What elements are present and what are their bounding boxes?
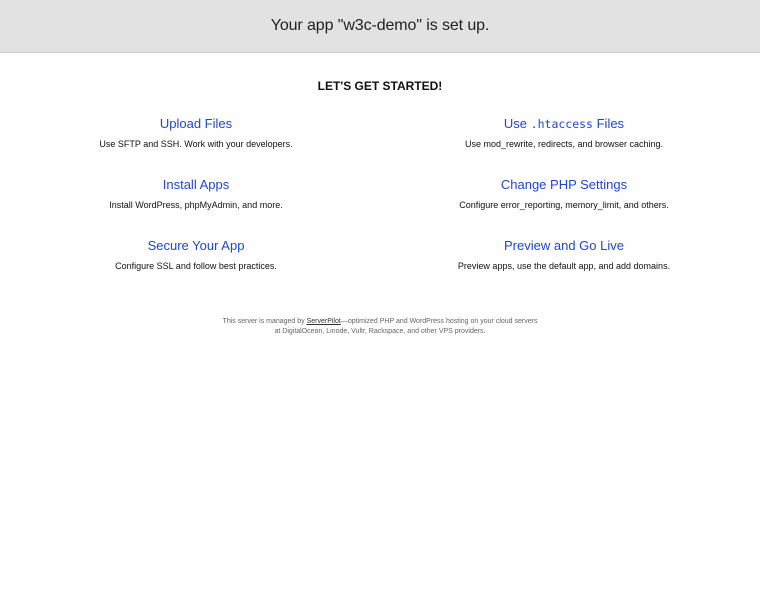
card-php-settings <box>394 176 734 211</box>
footer-prefix: This server is managed by <box>222 318 305 325</box>
footer-suffix: —optimized PHP and WordPress hosting on your cloud servers at DigitalOcean, Linode, Vultr, Rackspace, and other VPS providers. <box>274 318 538 335</box>
htaccess-link-code: .htaccess <box>530 117 593 131</box>
php-settings-link[interactable]: Change PHP Settings <box>500 177 628 192</box>
upload-files-link[interactable]: Upload Files <box>159 116 233 131</box>
card-secure-app <box>26 237 366 272</box>
serverpilot-link[interactable]: ServerPilot <box>306 318 341 325</box>
htaccess-description: Use mod_rewrite, redirects, and browser caching. <box>464 139 664 149</box>
install-apps-description: Install WordPress, phpMyAdmin, and more. <box>109 200 283 210</box>
getting-started-grid <box>0 112 760 302</box>
upload-files-description: Use SFTP and SSH. Work with your developers. <box>99 139 293 149</box>
php-settings-description: Configure error_reporting, memory_limit, and others. <box>459 200 669 210</box>
preview-live-description: Preview apps, use the default app, and add domains. <box>457 261 671 271</box>
page-title: Your app "w3c-demo" is set up. <box>270 17 490 34</box>
preview-live-link[interactable]: Preview and Go Live <box>504 238 624 253</box>
secure-app-description: Configure SSL and follow best practices. <box>115 261 277 271</box>
htaccess-link-suffix: Files <box>596 116 625 131</box>
header-bar <box>0 0 760 53</box>
card-upload-files <box>26 115 366 150</box>
htaccess-link[interactable] <box>504 115 624 133</box>
section-heading: LET'S GET STARTED! <box>317 79 443 93</box>
footer-note <box>220 317 540 337</box>
card-install-apps <box>26 176 366 211</box>
card-htaccess <box>394 115 734 150</box>
htaccess-link-prefix: Use <box>503 116 528 131</box>
install-apps-link[interactable]: Install Apps <box>162 177 230 192</box>
card-preview-live <box>394 237 734 272</box>
secure-app-link[interactable]: Secure Your App <box>147 238 245 253</box>
